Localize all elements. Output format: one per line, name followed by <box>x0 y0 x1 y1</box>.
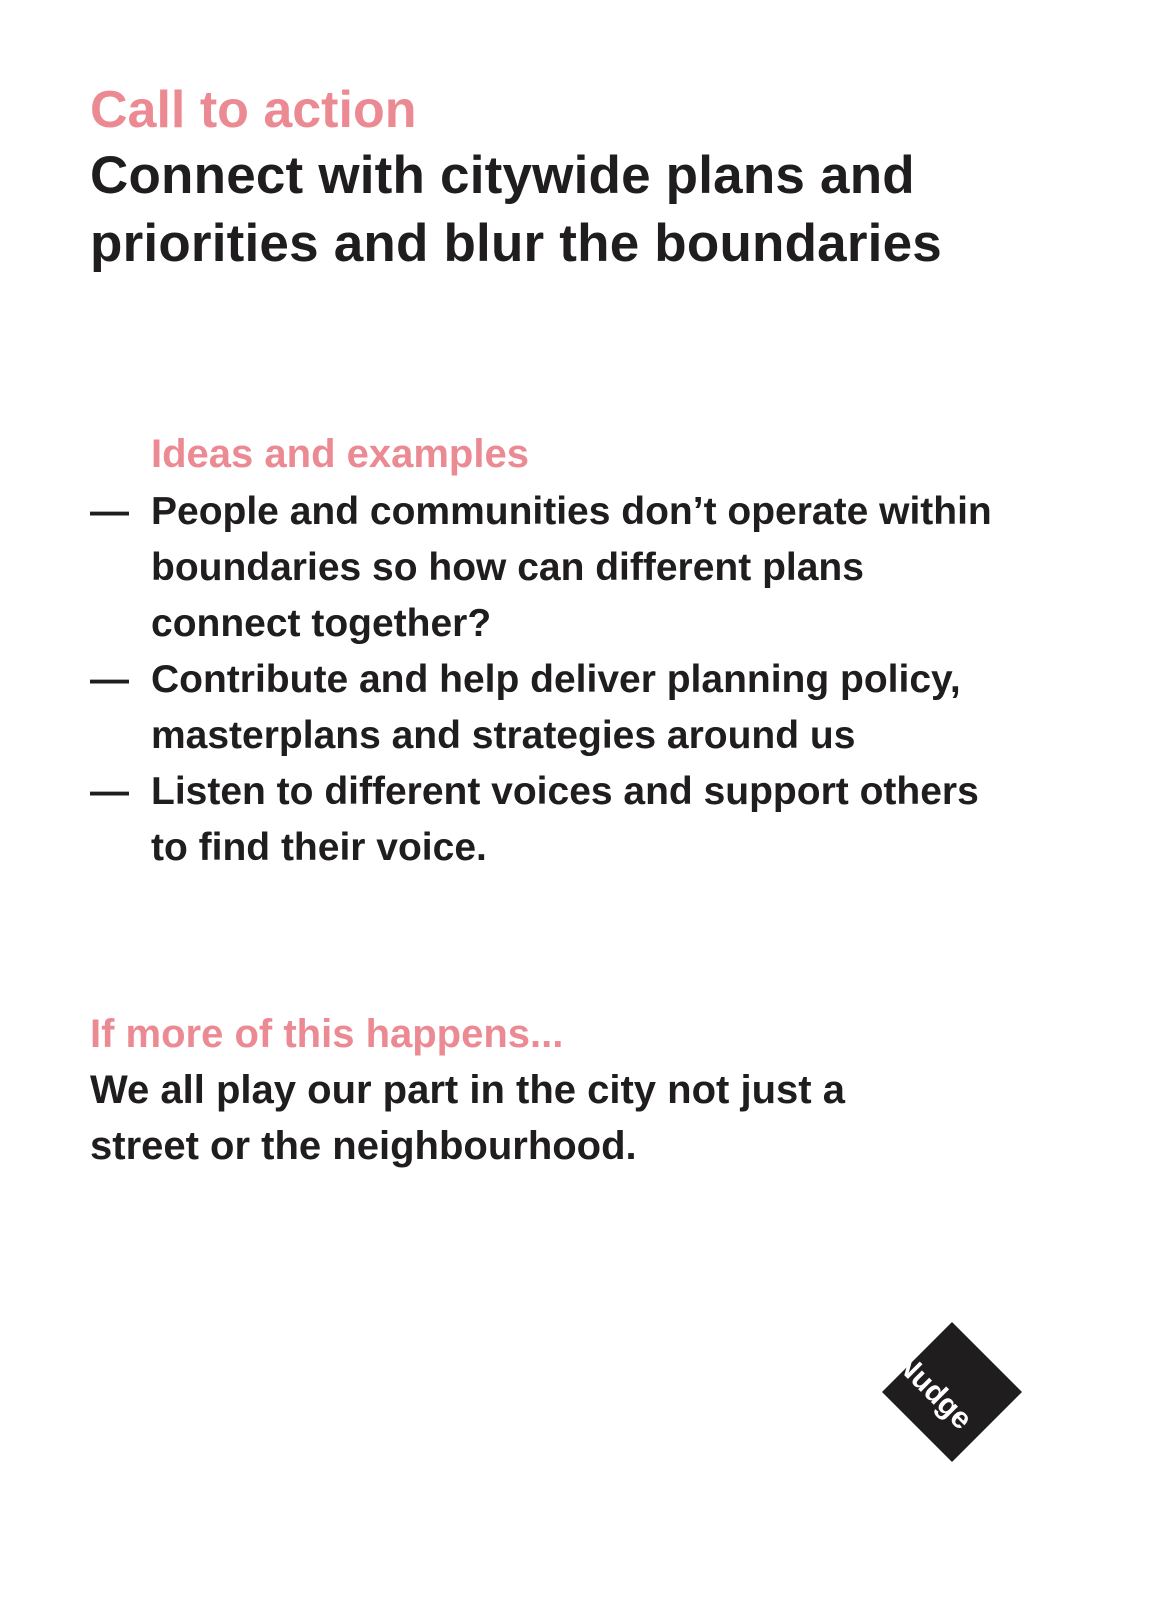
logo-text: Nudge <box>889 1346 979 1436</box>
list-item-line: to find their voice. <box>151 826 487 869</box>
call-to-action-heading <box>90 142 1061 278</box>
outcome-title: If more of this happens... <box>90 1012 564 1056</box>
outcome-text <box>90 1062 1061 1174</box>
ideas-title: Ideas and examples <box>151 432 529 476</box>
ideas-section <box>90 428 1061 876</box>
list-item-line: Contribute and help deliver planning policy, <box>151 658 961 701</box>
outcome-section <box>90 1008 1061 1174</box>
dash-bullet: — <box>90 658 129 701</box>
outcome-line-2: street or the neighbourhood. <box>90 1124 637 1168</box>
list-item-line: boundaries so how can different plans <box>151 546 864 589</box>
heading-line-1: Connect with citywide plans and <box>90 146 915 205</box>
dash-bullet: — <box>90 770 129 813</box>
outcome-line-1: We all play our part in the city not just a <box>90 1068 845 1112</box>
heading-line-2: priorities and blur the boundaries <box>90 214 942 273</box>
list-item <box>90 652 1061 764</box>
list-item <box>90 484 1061 652</box>
call-to-action-label: Call to action <box>90 81 417 139</box>
list-item-line: masterplans and strategies around us <box>151 714 856 757</box>
call-to-action-section <box>90 78 1061 278</box>
list-item-line: connect together? <box>151 602 492 645</box>
list-item <box>90 764 1061 876</box>
list-item-line: People and communities don’t operate within <box>151 490 992 533</box>
list-item-line: Listen to different voices and support others <box>151 770 979 813</box>
nudge-logo <box>882 1322 1022 1462</box>
dash-bullet: — <box>90 490 129 533</box>
ideas-list <box>90 484 1061 876</box>
